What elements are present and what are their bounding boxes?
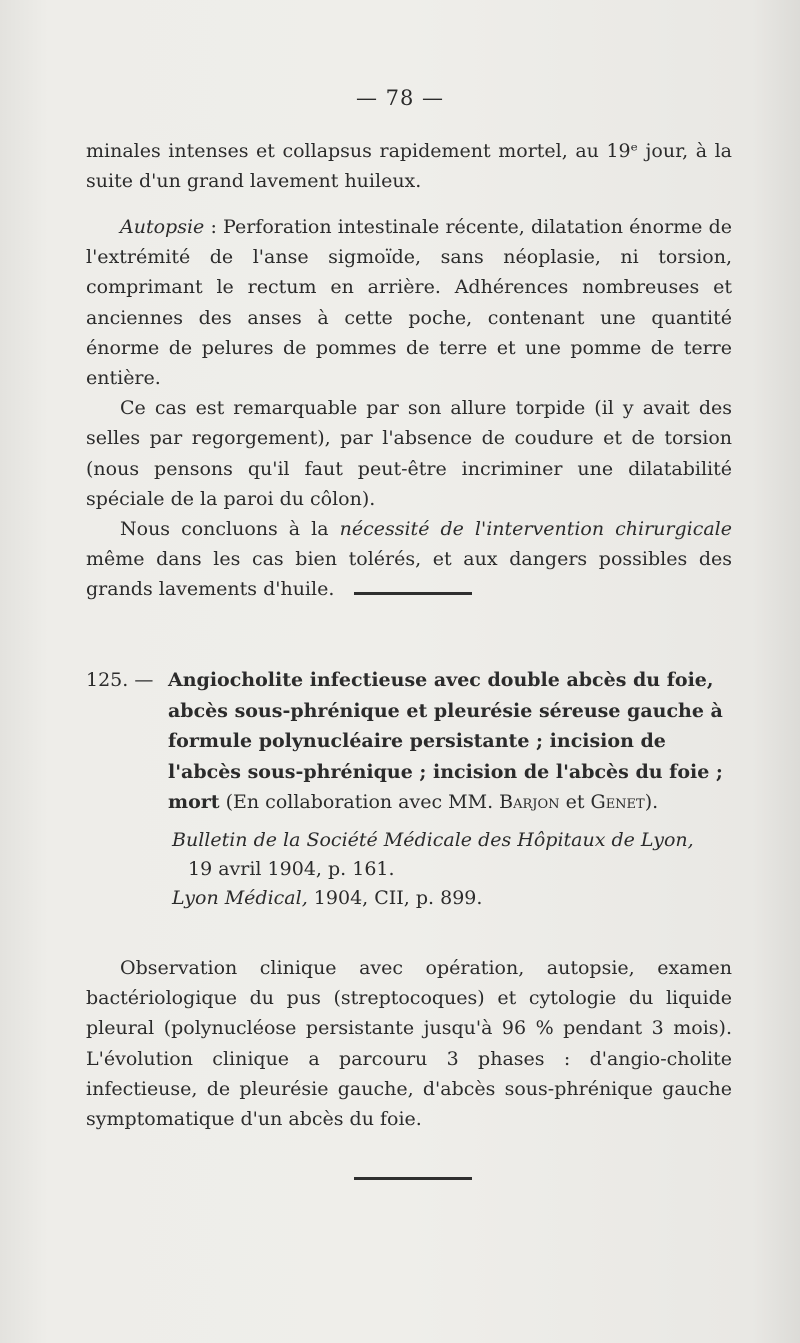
- conclusion-intro: Nous concluons à la: [120, 518, 340, 541]
- collab-close: ).: [644, 791, 659, 813]
- conclusion-emphasis: nécessité de l'intervention chirurgicale: [339, 518, 732, 541]
- collaborator-barjon: Barjon: [499, 791, 560, 813]
- paragraph-continuation: minales intenses et collapsus rapidement mortel, au 19ᵉ jour, à la suite d'un grand lavement huileux.: [86, 140, 732, 193]
- observation-block: [86, 953, 732, 1134]
- reference-2-journal: Lyon Médical,: [172, 887, 308, 909]
- entry-title-block: [168, 665, 732, 818]
- collaborator-genet: Genet: [590, 791, 645, 813]
- page-number: — 78 —: [355, 86, 445, 110]
- reference-2: [172, 884, 732, 913]
- reference-1-detail: 19 avril 1904, p. 161.: [188, 858, 395, 880]
- bottom-divider: [354, 1177, 472, 1180]
- autopsy-paragraph-block: [86, 212, 732, 605]
- collab-and: et: [559, 791, 591, 813]
- continuation-paragraph-block: [86, 136, 732, 196]
- paragraph-autopsy: [86, 212, 732, 393]
- conclusion-rest: même dans les cas bien tolérés, et aux dangers possibles des grands lavements d'huile.: [86, 548, 732, 601]
- entry-number: 125. —: [86, 669, 154, 691]
- paragraph-observation: Observation clinique avec opération, autopsie, examen bactériologique du pus (streptocoques) et cytologie du liquide pleural (polynucléose persistante jusqu'à 96 % pendant 3 mois). L'évolution clinique a parcouru 3 phases : d'angio-cholite infectieuse, de pleurésie gauche, d'abcès sous-phrénique gauche symptomatique d'un abcès du foie.: [86, 957, 732, 1131]
- autopsy-label: Autopsie: [120, 216, 205, 238]
- references-block: [172, 826, 732, 913]
- section-divider: [354, 592, 472, 595]
- collab-open: (En collaboration avec MM.: [219, 791, 500, 813]
- reference-2-detail: 1904, CII, p. 899.: [307, 887, 483, 909]
- paragraph-remark: Ce cas est remarquable par son allure torpide (il y avait des selles par regorgement), par l'absence de coudure et de torsion (nous pensons qu'il faut peut-être incriminer une dilatabilité spéciale de la paroi du côlon).: [86, 397, 732, 510]
- entry-title-text: Angiocholite infectieuse avec double abcès du foie, abcès sous-phrénique et pleurésie séreuse gauche à formule polynucléaire persistante ; incision de l'abcès sous-phrénique ; incision de l'abcès du foie ; mort: [168, 669, 723, 813]
- autopsy-text: : Perforation intestinale récente, dilatation énorme de l'extrémité de l'anse sigmoïde, sans néoplasie, ni torsion, comprimant le rectum en arrière. Adhérences nombreuses et anciennes des anses à cette poche, contenant une quantité énorme de pelures de pommes de terre et une pomme de terre entière.: [86, 216, 732, 390]
- reference-1-journal: Bulletin de la Société Médicale des Hôpitaux de Lyon,: [172, 829, 694, 851]
